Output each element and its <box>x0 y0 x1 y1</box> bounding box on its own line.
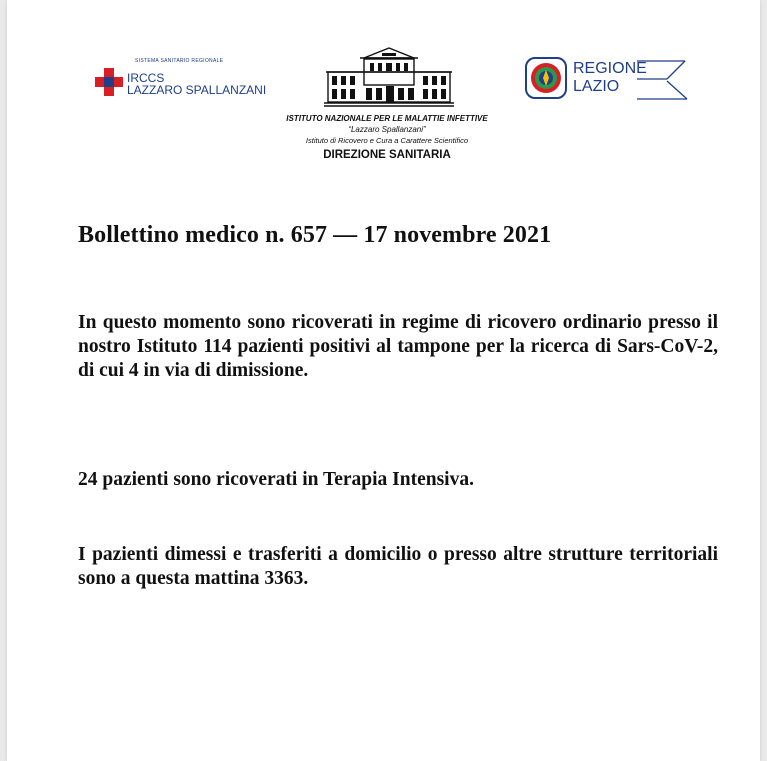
regione-lazio-lines-icon <box>637 59 689 101</box>
logo-irccs-text: IRCCS <box>127 71 165 85</box>
regione-lazio-emblem-icon <box>525 57 567 99</box>
bulletin-title: Bollettino medico n. 657 — 17 novembre 2021 <box>78 222 552 248</box>
regione-text: REGIONE <box>573 60 647 77</box>
institute-eponym: “Lazzaro Spallanzani” <box>348 125 426 134</box>
document-page <box>7 0 760 761</box>
institute-type: Istituto di Ricovero e Cura a Carattere Scientifico <box>305 136 469 145</box>
logo-name-text: LAZZARO SPALLANZANI <box>127 83 267 97</box>
institute-building-icon <box>320 46 458 108</box>
bulletin-paragraph-hospitalized: In questo momento sono ricoverati in regime di ricovero ordinario presso il nostro Istituto 114 pazienti positivi al tampone per la ricerca di Sars-CoV-2, di cui 4 in via di dimissione. <box>78 312 718 381</box>
spallanzani-logo <box>95 55 285 100</box>
bulletin-paragraph-discharged: I pazienti dimessi e trasferiti a domicilio o presso altre strutture territoriali sono a questa mattina 3363. <box>78 544 718 589</box>
logo-small-caption: SISTEMA SANITARIO REGIONALE <box>135 58 224 64</box>
institute-header <box>237 113 537 163</box>
institute-name: ISTITUTO NAZIONALE PER LE MALATTIE INFETTIVE <box>286 114 488 123</box>
department-name: DIREZIONE SANITARIA <box>323 149 451 161</box>
lazio-text: LAZIO <box>573 78 620 95</box>
regione-lazio-logo <box>525 57 690 103</box>
red-cross-icon <box>95 68 123 96</box>
bulletin-paragraph-intensive-care: 24 pazienti sono ricoverati in Terapia Intensiva. <box>78 469 474 490</box>
